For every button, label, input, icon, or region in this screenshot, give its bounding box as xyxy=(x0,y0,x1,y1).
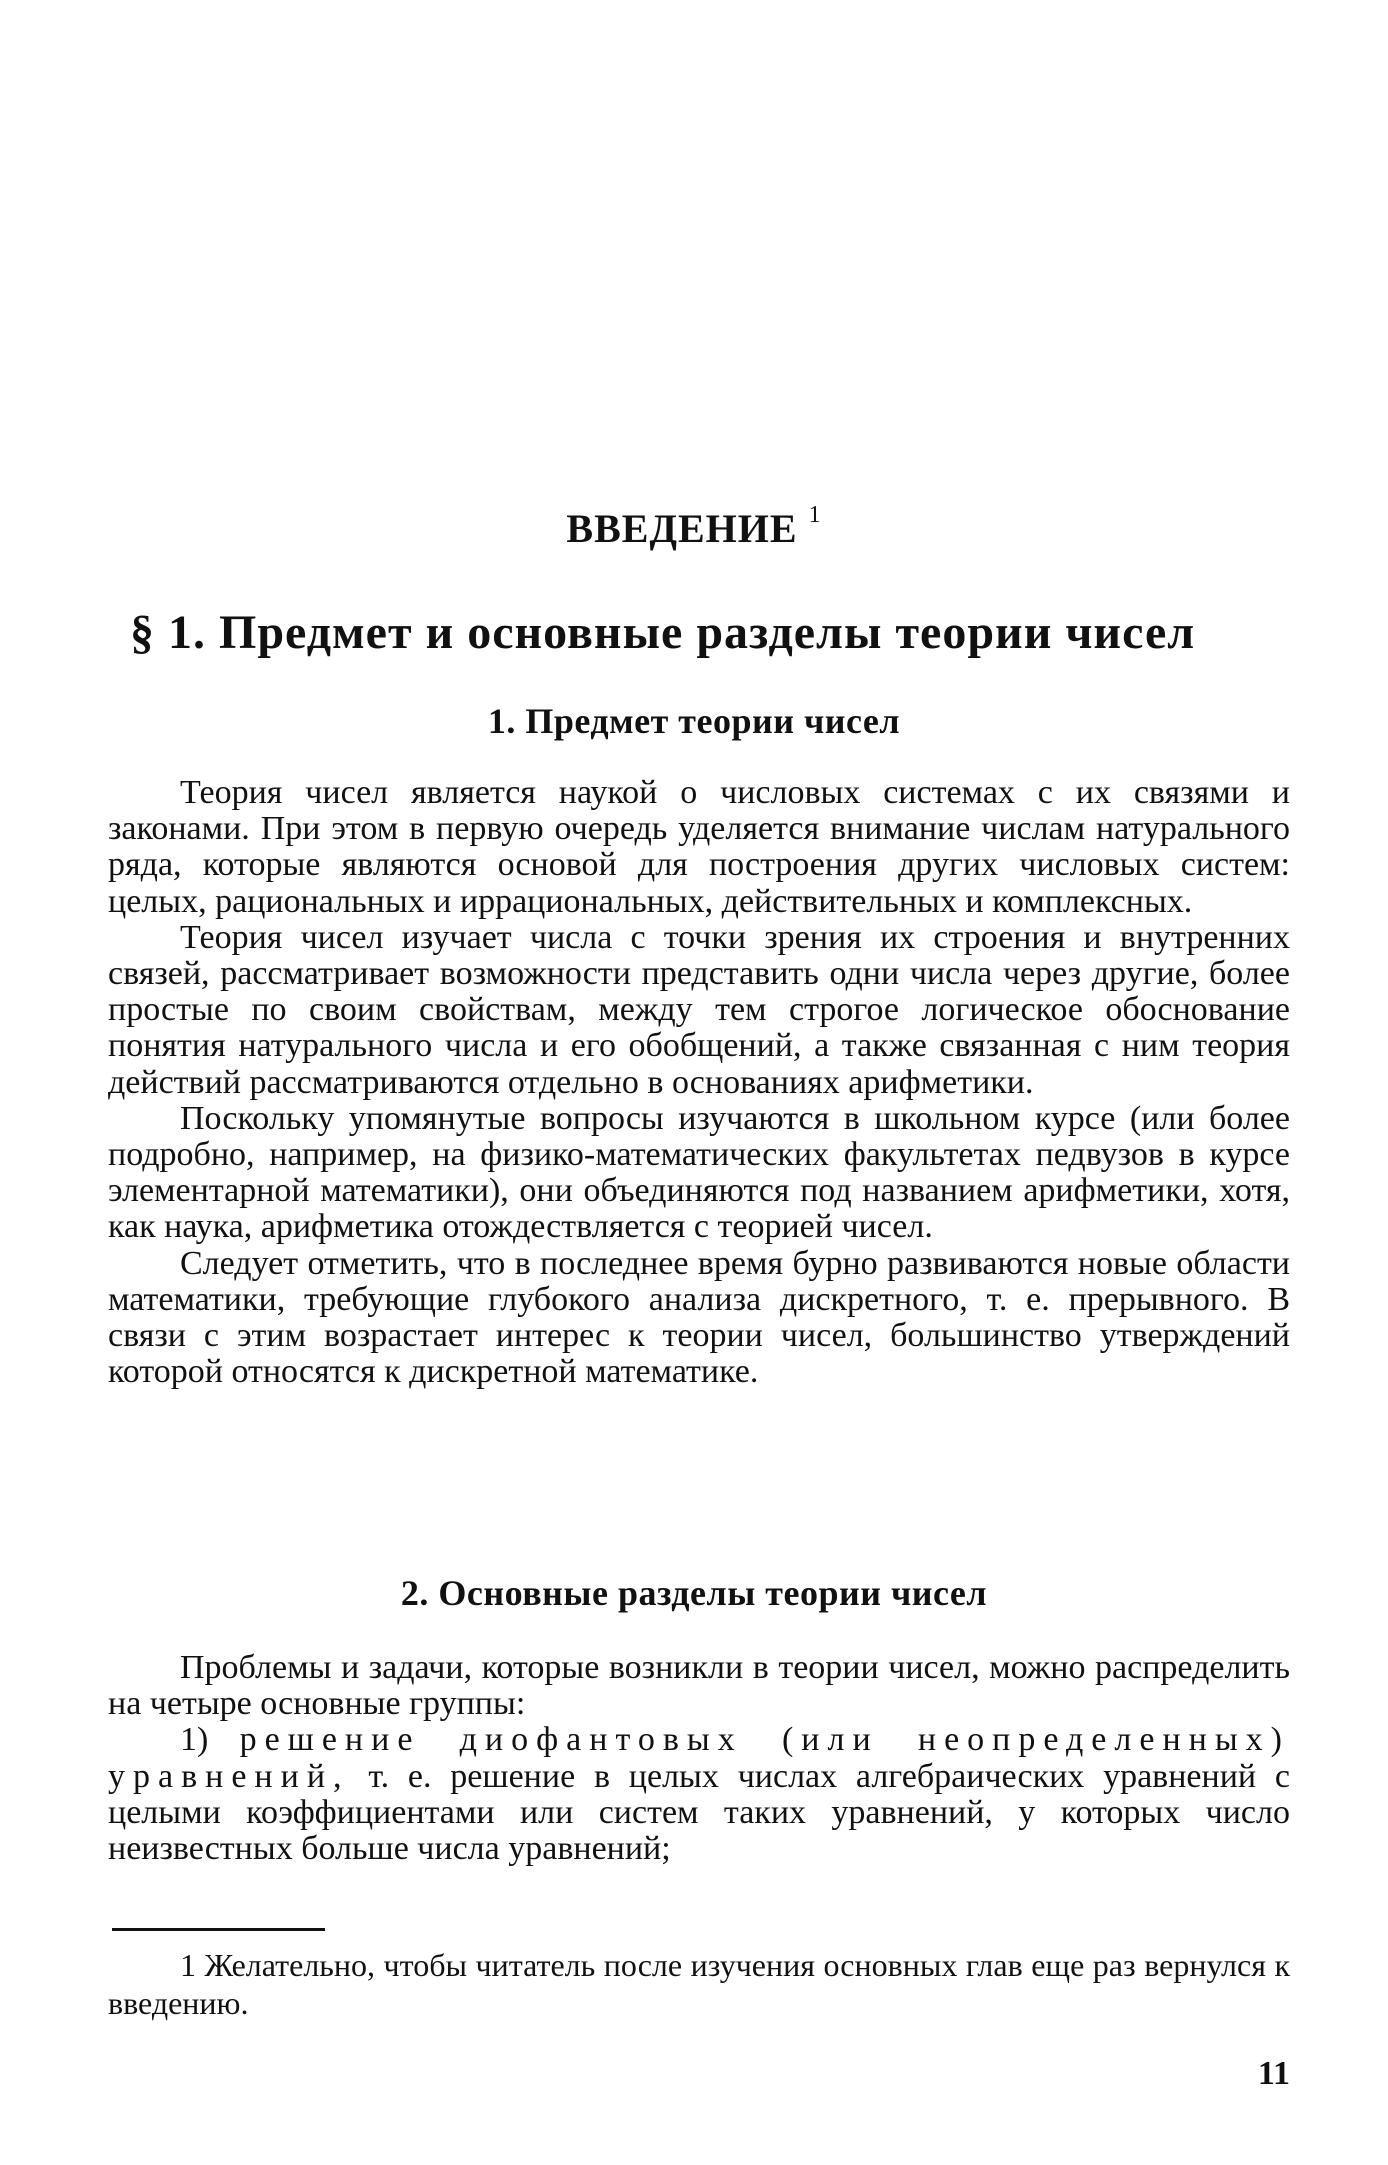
intro-heading-text: ВВЕДЕНИЕ xyxy=(566,506,798,551)
section-heading: § 1. Предмет и основные разделы теории чисел xyxy=(130,606,1196,659)
subsection-2-body xyxy=(108,1650,1290,1867)
page-number: 11 xyxy=(1257,2055,1290,2092)
list-item xyxy=(108,1722,1290,1867)
subsection-1-heading: 1. Предмет теории чисел xyxy=(487,701,901,741)
footnote xyxy=(108,1946,1290,2022)
paragraph: Теория чисел является наукой о числовых системах с их связями и законами. При этом в первую очередь уделяется внимание числам натурального ряда, которые являются основой для построения других числовых систем: целых, рациональных и иррациональных, действительных и комплексных. xyxy=(108,774,1290,920)
list-item-number: 1) xyxy=(180,1721,209,1759)
subsection-1-body xyxy=(108,775,1290,1390)
paragraph: Теория чисел изучает числа с точки зрения их строения и внутренних связей, рассматривает возможности представить одни числа через другие, более простые по своим свойствам, между тем строгое логическое обоснование понятия натурального числа и его обобщений, а также связанная с ним теория действий рассматриваются отдельно в основаниях арифметики. xyxy=(108,918,1290,1101)
subsection-2-heading: 2. Основные разделы теории чисел xyxy=(400,1573,988,1613)
paragraph: Проблемы и задачи, которые возникли в теории чисел, можно распределить на четыре основные группы: xyxy=(108,1649,1290,1723)
paragraph: Поскольку упомянутые вопросы изучаются в школьном курсе (или более подробно, например, на физико-математических факультетах педвузов в курсе элементарной математики), они объединяются под названием арифметики, хотя, как наука, арифметика отождествляется с теорией чисел. xyxy=(108,1099,1290,1246)
spaced-term: решение диофантовых (или неопределенных) уравнений, xyxy=(108,1721,1290,1795)
footnote-text: Желательно, чтобы читатель после изучения основных глав еще раз вернулся к введению. xyxy=(108,1947,1291,2021)
paragraph: Следует отметить, что в последнее время бурно развиваются новые области математики, требующие глубокого анализа дискретного, т. е. прерывного. В связи с этим возрастает интерес к теории чисел, большинство утверждений которой относятся к дискретной математике. xyxy=(108,1244,1290,1391)
footnote-marker: 1 xyxy=(180,1947,196,1983)
list-item-text: т. е. решение в целых числах алгебраических уравнений с целыми коэффициентами или систем таких уравнений, у которых число неизвестных больше числа уравнений; xyxy=(108,1757,1290,1868)
footnote-reference: 1 xyxy=(808,501,822,528)
intro-heading xyxy=(0,501,1388,552)
footnote-divider xyxy=(112,1928,325,1931)
